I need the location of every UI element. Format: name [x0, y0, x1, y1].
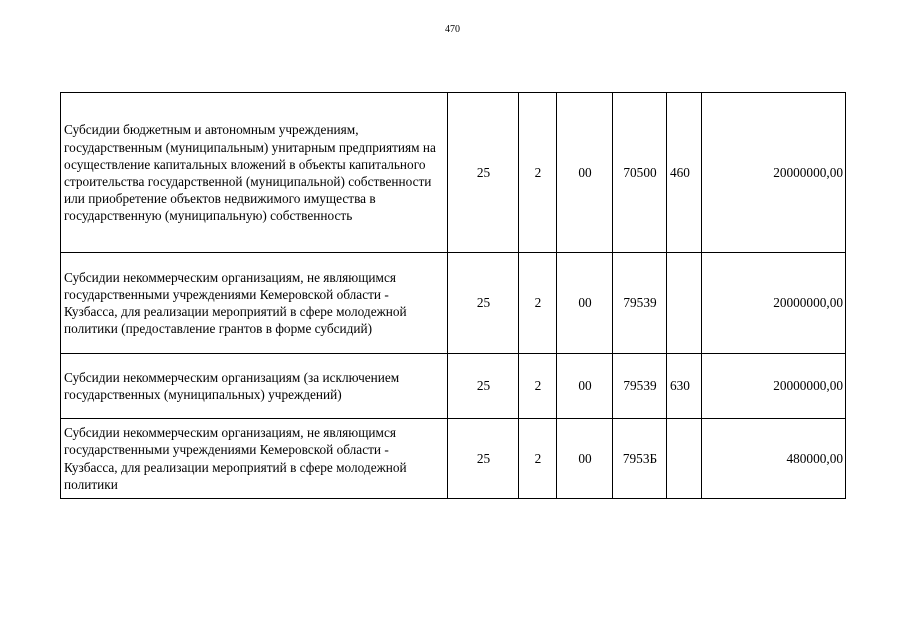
code-cell-2: 2: [519, 253, 557, 354]
amount-cell: 20000000,00: [702, 354, 846, 419]
table-row: [61, 253, 846, 354]
code-cell-5: 630: [667, 354, 702, 419]
expense-name-cell: Субсидии некоммерческим организациям (за исключением государственных (муниципальных) учреждений): [61, 354, 448, 419]
code-cell-4: 79539: [613, 253, 667, 354]
code-cell-4: 7953Б: [613, 419, 667, 499]
code-cell-1: 25: [448, 253, 519, 354]
code-cell-2: 2: [519, 419, 557, 499]
code-cell-1: 25: [448, 419, 519, 499]
expense-name-cell: Субсидии некоммерческим организациям, не являющимся государственными учреждениями Кемеровской области - Кузбасса, для реализации мероприятий в сфере молодежной политики (предоставление грантов в форме субсидий): [61, 253, 448, 354]
code-cell-3: 00: [557, 93, 613, 253]
budget-table: [60, 92, 846, 499]
expense-name-cell: Субсидии некоммерческим организациям, не являющимся государственными учреждениями Кемеровской области - Кузбасса, для реализации мероприятий в сфере молодежной политики: [61, 419, 448, 499]
expense-name-cell: Субсидии бюджетным и автономным учреждениям, государственным (муниципальным) унитарным предприятиям на осуществление капитальных вложений в объекты капитального строительства государственной (муниципальной) собственности или приобретение объектов недвижимого имущества в государственную (муниципальную) собственность: [61, 93, 448, 253]
code-cell-5: [667, 419, 702, 499]
page-number: 470: [445, 24, 460, 35]
table-row: [61, 419, 846, 499]
code-cell-2: 2: [519, 354, 557, 419]
code-cell-5: [667, 253, 702, 354]
code-cell-5: 460: [667, 93, 702, 253]
amount-cell: 480000,00: [702, 419, 846, 499]
table-row: [61, 354, 846, 419]
code-cell-3: 00: [557, 253, 613, 354]
code-cell-2: 2: [519, 93, 557, 253]
code-cell-3: 00: [557, 419, 613, 499]
code-cell-4: 79539: [613, 354, 667, 419]
code-cell-4: 70500: [613, 93, 667, 253]
table-row: [61, 93, 846, 253]
code-cell-1: 25: [448, 93, 519, 253]
amount-cell: 20000000,00: [702, 93, 846, 253]
code-cell-3: 00: [557, 354, 613, 419]
code-cell-1: 25: [448, 354, 519, 419]
amount-cell: 20000000,00: [702, 253, 846, 354]
